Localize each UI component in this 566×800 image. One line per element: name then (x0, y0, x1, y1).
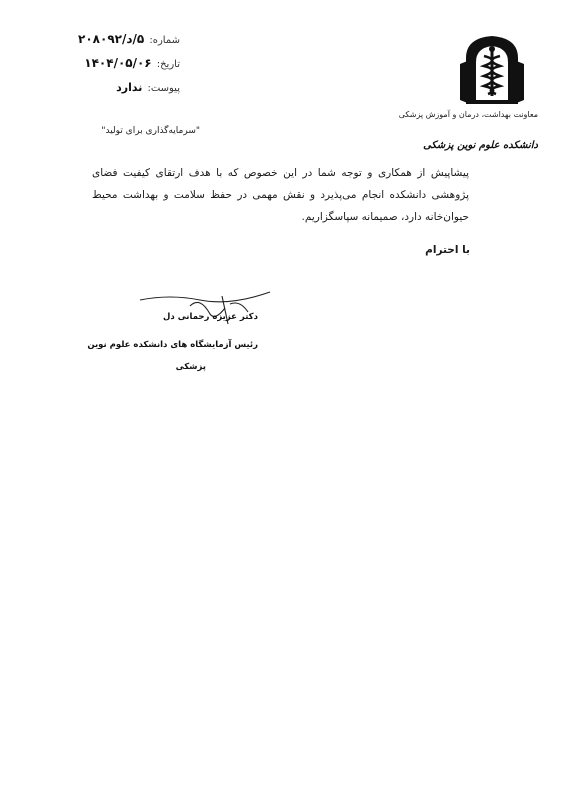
university-emblem-icon (460, 34, 524, 106)
signatory-title-cont: پزشکی (175, 362, 206, 372)
logo-caption-institution: دانشکده علوم نوین پزشکی (423, 140, 538, 151)
letter-date (60, 52, 180, 71)
letter-number-label: شماره: (149, 35, 180, 46)
signatory-title: رئیس آزمایشگاه های دانشکده علوم نوین (87, 340, 258, 350)
letter-date-value: ۱۴۰۴/۰۵/۰۶ (84, 56, 152, 70)
year-motto: "سرمایه‌گذاری برای تولید" (101, 126, 200, 136)
letter-body: پیشاپیش از همکاری و توجه شما در این خصوص که با هدف ارتقای کیفیت فضای پژوهشی دانشکده انجام می‌پذیرد و نقش مهمی در حفظ سلامت و بهداشت محیط حیوان‌خانه دارد، صمیمانه سپاسگزاریم. (92, 167, 469, 223)
letter-attachment (60, 76, 180, 95)
logo-caption-ministry: معاونت بهداشت، درمان و آموزش پزشکی (398, 110, 538, 119)
letter-closing: با احترام (425, 244, 470, 256)
letter-date-label: تاریخ: (156, 59, 180, 70)
letter-attachment-label: پیوست: (147, 83, 180, 94)
signatory-name: دکتر عزیزه رحمانی دل (163, 312, 258, 322)
letter-attachment-value: ندارد (116, 81, 143, 94)
letter-number (60, 28, 180, 47)
letter-number-value: ۵/د/۲۰۸۰۹۲ (78, 32, 145, 46)
